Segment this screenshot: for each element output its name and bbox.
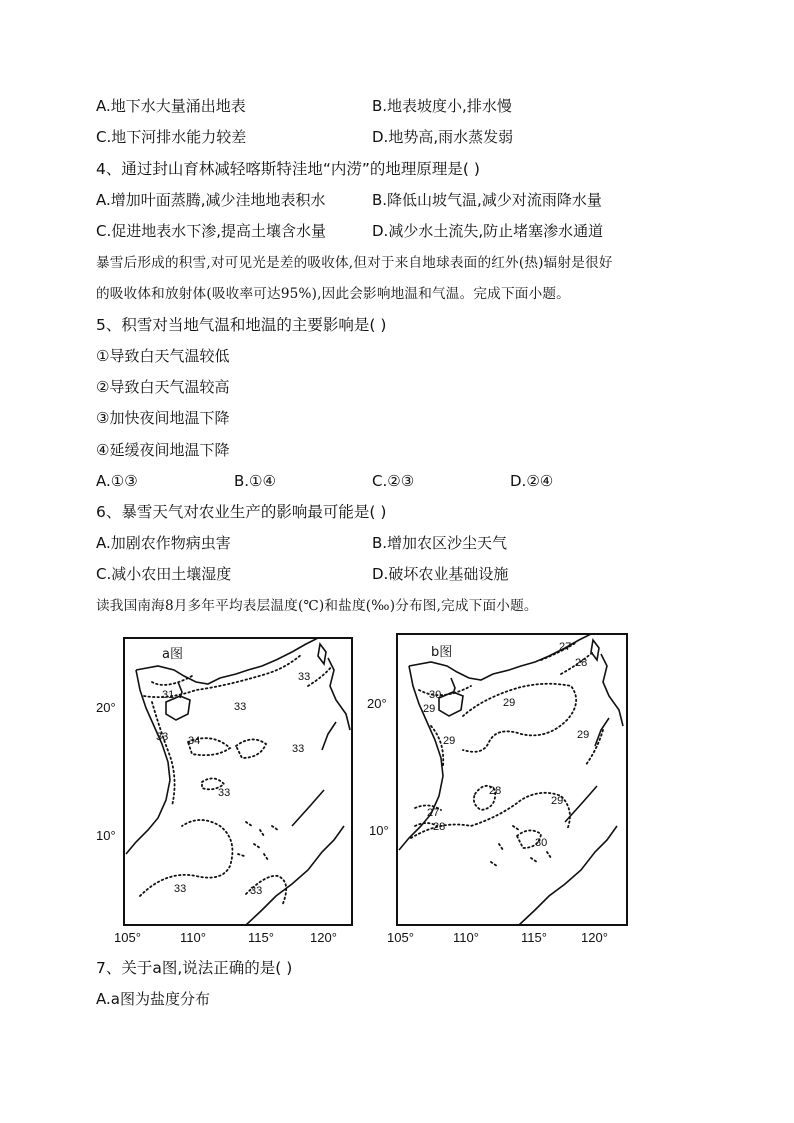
map-a [96,638,352,945]
map-b-label-27-sw: 27 [427,807,440,819]
q6-option-c: C.减小农田土壤湿度 [96,565,232,583]
q3-option-b: B.地表坡度小,排水慢 [372,97,512,115]
map-b-label-29-east: 29 [577,729,590,741]
map-a-lon-120: 120° [310,930,337,945]
q5-item-4: ④延缓夜间地温下降 [96,441,230,459]
map-b-title: b图 [431,645,453,660]
q6-option-a: A.加剧农作物病虫害 [96,534,231,552]
maps-svg [96,630,630,948]
map-b-label-30-south: 30 [535,837,548,849]
map-b-label-30: 30 [429,689,442,701]
map-b-borneo-coast [519,826,617,925]
q5-option-d: D.②④ [510,472,554,490]
map-b-philippines [595,654,623,746]
map-b-label-28-centre: 28 [489,785,502,797]
map-b-lon-115: 115° [521,930,547,945]
map-a-leizhou [178,682,182,698]
map-b-lon-120: 120° [581,930,608,945]
map-a-lat-20: 20° [96,700,116,715]
map-b-lon-110: 110° [453,930,479,945]
map-a-label-33-coastal: 33 [234,701,247,713]
map-a-label-33-centre: 33 [218,787,231,799]
map-a-label-31: 31 [162,689,175,701]
q7-option-a: A.a图为盐度分布 [96,990,210,1008]
map-b-isotherm-29-north [463,684,576,752]
map-a-nansha-islands [238,822,278,860]
passage-snow-line-1: 暴雪后形成的积雪,对可见光是差的吸收体,但对于来自地球表面的红外(热)辐射是很好 [96,255,613,271]
map-b-lat-20: 20° [367,696,387,711]
passage-south-china-sea: 读我国南海8月多年平均表层温度(℃)和盐度(‰)分布图,完成下面小题。 [96,598,538,614]
map-a-label-33-eddy: 33 [292,743,305,755]
map-a-label-33-south: 33 [174,883,187,895]
map-a-label-33-se: 33 [250,885,263,897]
map-a-palawan [292,790,324,826]
map-b-label-29-nw: 29 [423,703,436,715]
map-a-lon-105: 105° [114,930,141,945]
map-b-lon-105: 105° [387,930,414,945]
passage-snow-line-2: 的吸收体和放射体(吸收率可达95%),因此会影响地温和气温。完成下面小题。 [96,286,570,302]
map-b-taiwan [591,640,599,660]
q6-option-d: D.破坏农业基础设施 [372,565,509,583]
q5-option-b: B.①④ [234,472,276,490]
q5-item-3: ③加快夜间地温下降 [96,409,230,427]
q3-option-c: C.地下河排水能力较差 [96,128,247,146]
map-b-label-29-south: 29 [551,795,564,807]
map-a-taiwan [318,644,326,664]
map-b-isotherm-30 [419,686,471,695]
map-a-lon-110: 110° [180,930,206,945]
map-a-lat-10: 10° [96,828,116,843]
map-b-lat-10: 10° [369,823,389,838]
q4-option-d: D.减少水土流失,防止堵塞渗水通道 [372,222,604,240]
map-a-isohaline-33-eddy [236,739,266,758]
map-b-label-29-north: 29 [503,697,516,709]
q3-option-d: D.地势高,雨水蒸发弱 [372,128,514,146]
map-b-label-28-ne: 28 [575,657,588,669]
map-a-title: a图 [162,647,183,662]
map-a-label-34: 34 [188,735,201,747]
map-b-leizhou [451,678,455,694]
map-b-label-27-ne: 27 [559,641,572,653]
q6-option-b: B.增加农区沙尘天气 [372,534,508,552]
q4-stem: 4、通过封山育林减轻喀斯特洼地“内涝”的地理原理是( ) [96,160,480,178]
map-a-lon-115: 115° [248,930,274,945]
q5-option-c: C.②③ [372,472,415,490]
q4-option-a: A.增加叶面蒸腾,减少洼地地表积水 [96,191,326,209]
q5-item-2: ②导致白天气温较高 [96,378,230,396]
q4-option-b: B.降低山坡气温,减少对流雨降水量 [372,191,602,209]
q3-option-a: A.地下水大量涌出地表 [96,97,246,115]
map-b-label-28-sw: 28 [433,821,446,833]
map-a-label-33-west: 33 [156,731,169,743]
q5-option-a: A.①③ [96,472,138,490]
map-a-borneo-coast [246,826,344,925]
map-b [367,634,627,945]
map-b-frame [397,634,627,925]
q6-stem: 6、暴雪天气对农业生产的影响最可能是( ) [96,503,387,521]
map-a-isohaline-33-ne [308,666,332,686]
q5-item-1: ①导致白天气温较低 [96,347,230,365]
q7-stem: 7、关于a图,说法正确的是( ) [96,959,293,977]
map-b-label-29-west: 29 [443,735,456,747]
south-china-sea-maps [96,630,630,948]
q4-option-c: C.促进地表水下渗,提高土壤含水量 [96,222,327,240]
map-a-label-33-ne: 33 [298,671,311,683]
q5-stem: 5、积雪对当地气温和地温的主要影响是( ) [96,316,387,334]
